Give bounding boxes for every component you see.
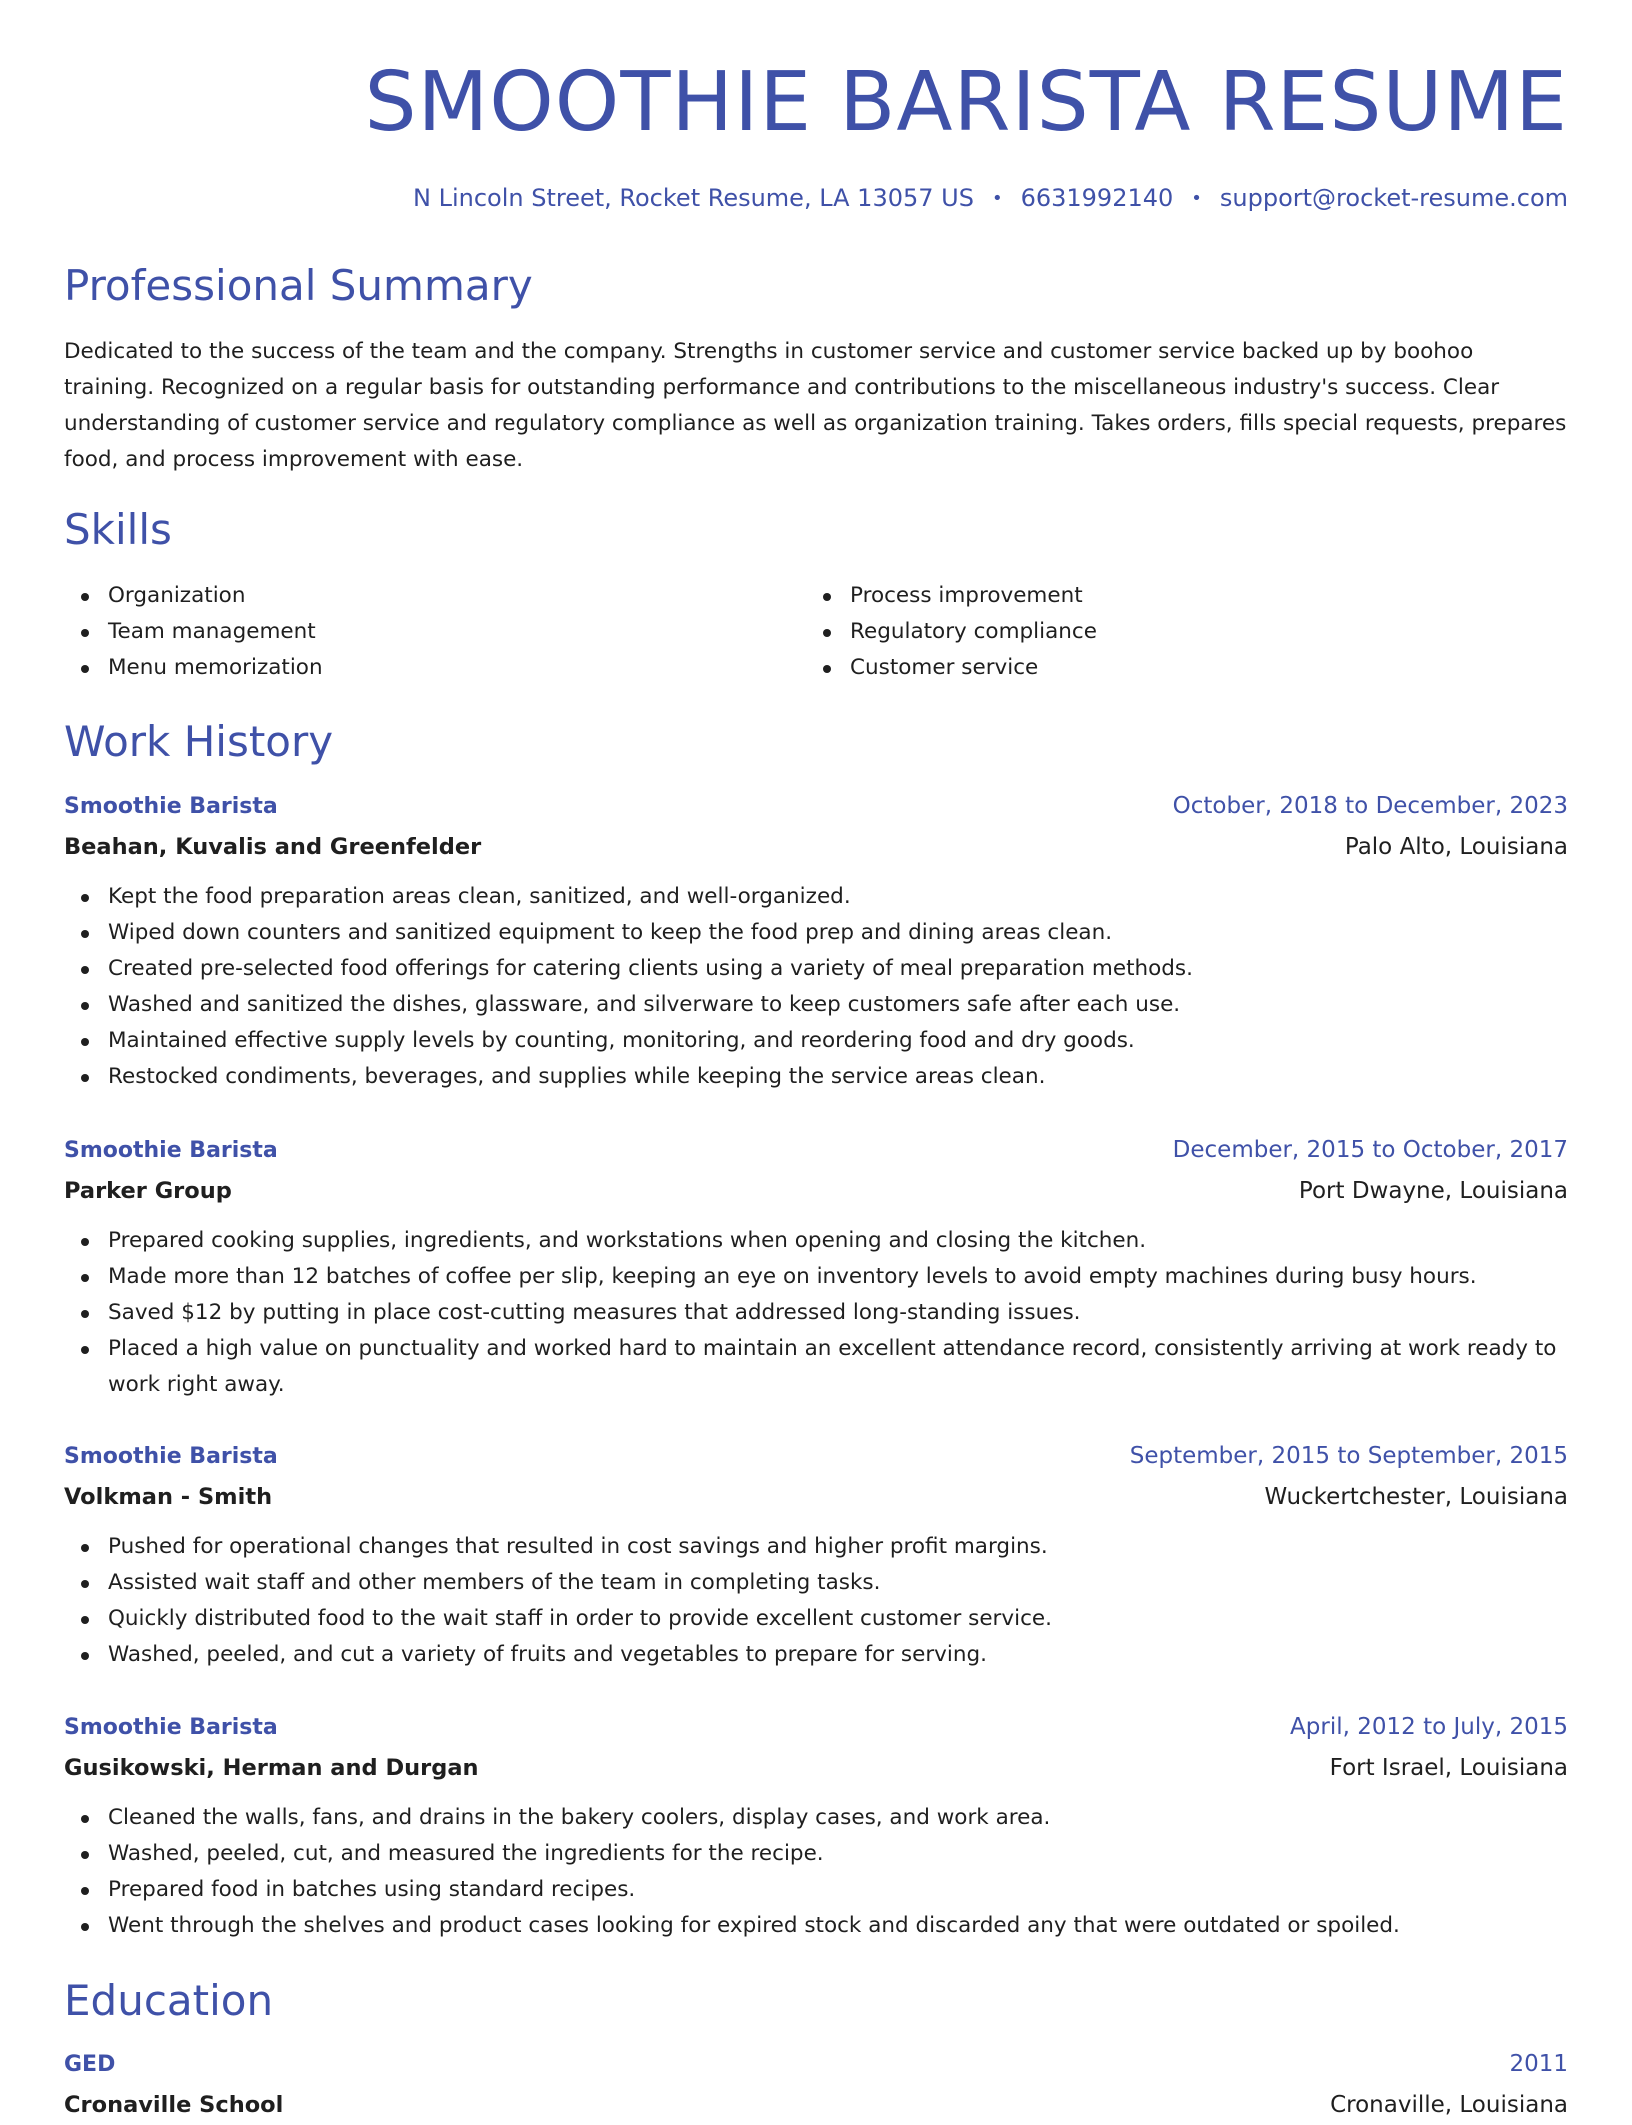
summary-text: Dedicated to the success of the team and the company. Strengths in customer service and customer service backed up by boohoo training. Recognized on a regular basis for outstanding performance and contributions to the miscellaneous industry's success. Clear understanding of customer service and regulatory compliance as well as organization training. Takes orders, fills special requests, prepares food, and process improvement with ease. xyxy=(64,339,1567,472)
job-title: Smoothie Barista xyxy=(64,1444,278,1469)
job-bullet: Made more than 12 batches of coffee per slip, keeping an eye on inventory levels to avoid empty machines during busy hours. xyxy=(64,1259,1568,1295)
job-entry xyxy=(64,1707,1568,1944)
job-title: Smoothie Barista xyxy=(64,1715,278,1740)
job-location: Palo Alto, Louisiana xyxy=(1344,834,1568,860)
job-bullet: Prepared food in batches using standard recipes. xyxy=(64,1872,1568,1908)
job-entry xyxy=(64,786,1568,1095)
job-bullet: Quickly distributed food to the wait staff in order to provide excellent customer service. xyxy=(64,1601,1568,1637)
skills-list-right xyxy=(806,578,1526,686)
job-company: Beahan, Kuvalis and Greenfelder xyxy=(64,834,482,860)
skill-item: Process improvement xyxy=(806,578,1526,614)
job-location: Fort Israel, Louisiana xyxy=(1329,1755,1568,1781)
job-bullets xyxy=(64,879,1568,1095)
education-entry xyxy=(64,2044,1568,2125)
job-bullet: Wiped down counters and sanitized equipment to keep the food prep and dining areas clean. xyxy=(64,915,1568,951)
job-location: Port Dwayne, Louisiana xyxy=(1298,1178,1568,1204)
skills-list-left xyxy=(64,578,784,686)
education-location: Cronaville, Louisiana xyxy=(1330,2092,1568,2118)
education-degree: GED xyxy=(64,2052,116,2077)
skills-heading: Skills xyxy=(64,505,172,554)
job-dates: April, 2012 to July, 2015 xyxy=(1290,1714,1568,1740)
resume-name: SMOOTHIE BARISTA RESUME xyxy=(364,55,1568,150)
job-title: Smoothie Barista xyxy=(64,794,278,819)
job-dates: October, 2018 to December, 2023 xyxy=(1172,793,1568,819)
skill-item: Team management xyxy=(64,614,784,650)
education-heading: Education xyxy=(64,1976,274,2025)
job-bullet: Prepared cooking supplies, ingredients, and workstations when opening and closing the kitchen. xyxy=(64,1223,1568,1259)
job-bullet: Placed a high value on punctuality and worked hard to maintain an excellent attendance record, consistently arriving at work ready to work right away. xyxy=(64,1331,1568,1403)
job-bullet: Maintained effective supply levels by counting, monitoring, and reordering food and dry goods. xyxy=(64,1023,1568,1059)
job-bullet: Went through the shelves and product cases looking for expired stock and discarded any that were outdated or spoiled. xyxy=(64,1908,1568,1944)
contact-line xyxy=(413,178,1568,219)
skill-item: Customer service xyxy=(806,650,1526,686)
job-bullet: Washed, peeled, cut, and measured the ingredients for the recipe. xyxy=(64,1836,1568,1872)
job-bullet: Washed and sanitized the dishes, glassware, and silverware to keep customers safe after each use. xyxy=(64,987,1568,1023)
work-heading: Work History xyxy=(64,717,334,766)
job-bullet: Saved $12 by putting in place cost-cutting measures that addressed long-standing issues. xyxy=(64,1295,1568,1331)
job-bullet: Cleaned the walls, fans, and drains in the bakery coolers, display cases, and work area. xyxy=(64,1800,1568,1836)
job-bullets xyxy=(64,1800,1568,1944)
job-location: Wuckertchester, Louisiana xyxy=(1264,1484,1568,1510)
job-bullet: Washed, peeled, and cut a variety of fruits and vegetables to prepare for serving. xyxy=(64,1637,1568,1673)
job-entry xyxy=(64,1130,1568,1403)
contact-separator: • xyxy=(1191,188,1202,209)
job-bullets xyxy=(64,1529,1568,1673)
education-school: Cronaville School xyxy=(64,2092,284,2118)
job-dates: September, 2015 to September, 2015 xyxy=(1129,1443,1568,1469)
skill-item: Organization xyxy=(64,578,784,614)
summary-heading: Professional Summary xyxy=(64,261,533,310)
job-bullet: Kept the food preparation areas clean, sanitized, and well-organized. xyxy=(64,879,1568,915)
job-entry xyxy=(64,1436,1568,1673)
contact-phone: 6631992140 xyxy=(1020,184,1174,212)
job-bullet: Created pre-selected food offerings for catering clients using a variety of meal preparation methods. xyxy=(64,951,1568,987)
job-company: Volkman - Smith xyxy=(64,1484,273,1510)
job-title: Smoothie Barista xyxy=(64,1138,278,1163)
job-bullet: Pushed for operational changes that resulted in cost savings and higher profit margins. xyxy=(64,1529,1568,1565)
contact-email[interactable]: support@rocket-resume.com xyxy=(1219,184,1568,212)
contact-address: N Lincoln Street, Rocket Resume, LA 13057 US xyxy=(413,184,974,212)
education-year: 2011 xyxy=(1509,2051,1568,2077)
job-company: Parker Group xyxy=(64,1178,232,1204)
job-bullet: Restocked condiments, beverages, and supplies while keeping the service areas clean. xyxy=(64,1059,1568,1095)
skill-item: Regulatory compliance xyxy=(806,614,1526,650)
job-company: Gusikowski, Herman and Durgan xyxy=(64,1755,479,1781)
job-dates: December, 2015 to October, 2017 xyxy=(1172,1137,1568,1163)
skill-item: Menu memorization xyxy=(64,650,784,686)
job-bullet: Assisted wait staff and other members of the team in completing tasks. xyxy=(64,1565,1568,1601)
contact-separator: • xyxy=(991,188,1003,209)
job-bullets xyxy=(64,1223,1568,1403)
